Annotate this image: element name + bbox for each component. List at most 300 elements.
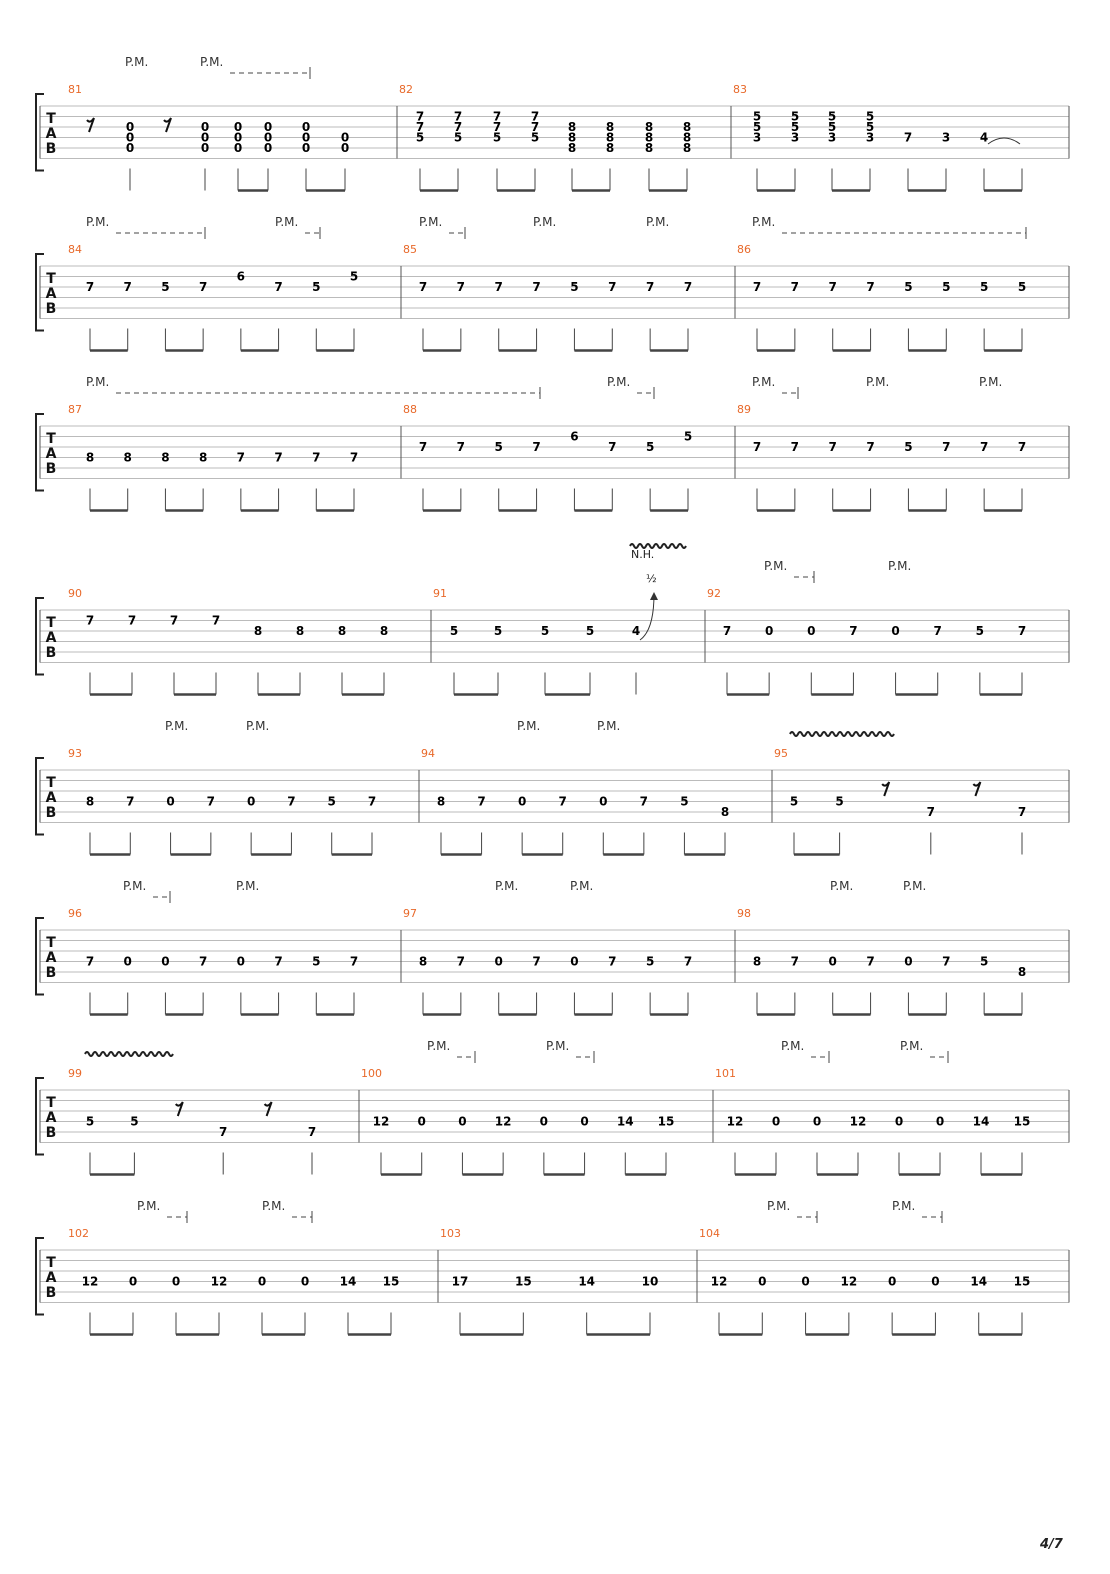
fret-number: 7 xyxy=(453,120,463,134)
fret-number: 5 xyxy=(312,954,321,969)
fret-number: 7 xyxy=(849,624,858,638)
palm-mute-label: P.M. xyxy=(123,879,147,893)
fret-number: 0 xyxy=(771,1114,781,1129)
fret-number: 8 xyxy=(605,120,615,134)
tab-clef-letter: T xyxy=(46,271,56,287)
fret-number: 0 xyxy=(200,141,210,155)
eighth-rest xyxy=(176,1102,183,1116)
fret-number: 5 xyxy=(645,440,655,454)
palm-mute-label: P.M. xyxy=(903,879,927,893)
fret-number: 7 xyxy=(126,794,135,809)
fret-number: 7 xyxy=(127,613,137,628)
vibrato-mark xyxy=(85,1052,173,1056)
fret-number: 0 xyxy=(125,120,135,134)
fret-number: 0 xyxy=(301,130,311,145)
fret-number: 0 xyxy=(246,794,256,809)
fret-number: 0 xyxy=(233,130,243,145)
measure-number-102: 102 xyxy=(68,1227,89,1240)
tab-clef-letter: T xyxy=(46,431,56,447)
fret-number: 0 xyxy=(340,141,350,155)
palm-mute-label: P.M. xyxy=(165,719,189,733)
measure-number-83: 83 xyxy=(733,83,747,96)
fret-number: 8 xyxy=(644,120,654,134)
palm-mute-label: P.M. xyxy=(236,879,260,893)
eighth-rest xyxy=(973,782,980,796)
fret-number: 0 xyxy=(764,624,774,638)
measure-number-98: 98 xyxy=(737,907,751,920)
fret-number: 8 xyxy=(379,624,389,638)
fret-number: 5 xyxy=(904,440,913,454)
fret-number: 7 xyxy=(349,450,359,465)
fret-number: 5 xyxy=(789,794,799,809)
fret-number: 7 xyxy=(722,624,732,638)
fret-number: 12 xyxy=(81,1274,99,1289)
fret-number: 0 xyxy=(340,130,350,145)
fret-number: 10 xyxy=(641,1274,659,1289)
fret-number: 3 xyxy=(941,130,951,145)
fret-number: 7 xyxy=(558,794,567,809)
fret-number: 5 xyxy=(585,624,595,638)
fret-number: 14 xyxy=(616,1114,634,1129)
measure-number-97: 97 xyxy=(403,907,417,920)
fret-number: 4 xyxy=(979,130,989,145)
fret-number: 0 xyxy=(161,954,170,969)
fret-number: 7 xyxy=(307,1125,317,1139)
palm-mute-label: P.M. xyxy=(533,215,557,229)
fret-number: 7 xyxy=(274,450,283,465)
fret-number: 5 xyxy=(904,280,913,294)
fret-number: 7 xyxy=(456,280,466,294)
fret-number: 8 xyxy=(85,450,95,465)
fret-number: 7 xyxy=(418,440,428,454)
tab-clef-letter: A xyxy=(45,286,57,302)
fret-number: 5 xyxy=(865,120,875,134)
fret-number: 15 xyxy=(657,1114,675,1129)
measure-number-100: 100 xyxy=(361,1067,382,1080)
tab-clef-letter: A xyxy=(45,790,57,806)
fret-number: 3 xyxy=(827,130,837,145)
measure-number-104: 104 xyxy=(699,1227,720,1240)
fret-number: 8 xyxy=(682,120,692,134)
fret-number: 7 xyxy=(683,280,693,294)
fret-number: 7 xyxy=(415,109,425,124)
tab-system-6 xyxy=(36,907,1069,1015)
tab-clef-letter: A xyxy=(45,126,57,142)
tab-system-7 xyxy=(36,1067,1069,1175)
fret-number: 7 xyxy=(418,280,428,294)
fret-number: 12 xyxy=(840,1274,858,1289)
fret-number: 7 xyxy=(828,440,837,454)
fret-number: 8 xyxy=(644,141,654,155)
fret-number: 0 xyxy=(233,141,243,155)
fret-number: 0 xyxy=(171,1274,181,1289)
palm-mute-label: P.M. xyxy=(427,1039,451,1053)
fret-number: 12 xyxy=(710,1274,728,1289)
fret-number: 7 xyxy=(274,280,283,294)
fret-number: 0 xyxy=(894,1114,904,1129)
measure-number-86: 86 xyxy=(737,243,751,256)
fret-number: 7 xyxy=(219,1125,228,1139)
fret-number: 7 xyxy=(942,954,951,969)
fret-number: 17 xyxy=(451,1274,469,1289)
fret-number: 8 xyxy=(436,794,446,809)
fret-number: 7 xyxy=(645,280,655,294)
fret-number: 5 xyxy=(1017,280,1027,294)
fret-number: 5 xyxy=(453,130,463,145)
fret-number: 5 xyxy=(540,624,550,638)
fret-number: 7 xyxy=(85,280,95,294)
fret-number: 7 xyxy=(415,120,425,134)
fret-number: 5 xyxy=(312,280,321,294)
palm-mute-label: P.M. xyxy=(495,879,519,893)
tab-clef-letter: B xyxy=(45,965,57,981)
fret-number: 3 xyxy=(790,130,800,145)
fret-number: 14 xyxy=(972,1114,990,1129)
tab-clef-letter: A xyxy=(45,630,57,646)
fret-number: 5 xyxy=(827,120,837,134)
palm-mute-label: P.M. xyxy=(752,215,776,229)
tab-system-8 xyxy=(36,1227,1069,1335)
fret-number: 5 xyxy=(530,130,540,145)
fret-number: 7 xyxy=(683,954,693,969)
measure-number-91: 91 xyxy=(433,587,447,600)
tab-system-2 xyxy=(36,243,1069,351)
fret-number: 15 xyxy=(1013,1114,1031,1129)
fret-number: 5 xyxy=(979,280,989,294)
tab-clef-letter: B xyxy=(45,645,57,661)
fret-number: 5 xyxy=(790,120,800,134)
fret-number: 0 xyxy=(166,794,175,809)
fret-number: 0 xyxy=(887,1274,897,1289)
fret-number: 7 xyxy=(349,954,359,969)
palm-mute-label: P.M. xyxy=(767,1199,791,1213)
tab-clef-letter: T xyxy=(46,111,56,127)
fret-number: 7 xyxy=(942,440,951,454)
fret-number: 5 xyxy=(790,109,800,124)
palm-mute-label: P.M. xyxy=(830,879,854,893)
measure-number-87: 87 xyxy=(68,403,82,416)
fret-number: 0 xyxy=(263,141,273,155)
palm-mute-label: P.M. xyxy=(262,1199,286,1213)
fret-number: 8 xyxy=(605,141,615,155)
fret-number: 8 xyxy=(123,450,132,465)
tab-clef-letter: T xyxy=(46,1255,56,1271)
fret-number: 7 xyxy=(367,794,377,809)
fret-number: 0 xyxy=(812,1114,822,1129)
tab-clef-letter: B xyxy=(45,1285,57,1301)
fret-number: 7 xyxy=(866,280,875,294)
fret-number: 0 xyxy=(263,120,273,134)
tab-clef-letter: B xyxy=(45,461,57,477)
tab-clef-letter: T xyxy=(46,1095,56,1111)
fret-number: 7 xyxy=(211,613,221,628)
fret-number: 7 xyxy=(639,794,649,809)
fret-number: 0 xyxy=(125,141,135,155)
fret-number: 7 xyxy=(274,954,283,969)
tab-system-4 xyxy=(36,587,1069,695)
measure-number-88: 88 xyxy=(403,403,417,416)
fret-number: 0 xyxy=(931,1274,940,1289)
fret-number: 7 xyxy=(752,280,762,294)
measure-number-99: 99 xyxy=(68,1067,82,1080)
fret-number: 7 xyxy=(198,954,208,969)
fret-number: 5 xyxy=(645,954,655,969)
fret-number: 0 xyxy=(123,954,132,969)
palm-mute-label: P.M. xyxy=(200,55,224,69)
fret-number: 0 xyxy=(263,130,273,145)
fret-number: 0 xyxy=(257,1274,267,1289)
tab-clef-letter: T xyxy=(46,615,56,631)
fret-number: 5 xyxy=(493,624,503,638)
fret-number: 8 xyxy=(644,130,654,145)
fret-number: 0 xyxy=(200,130,210,145)
fret-number: 8 xyxy=(567,141,577,155)
palm-mute-label: P.M. xyxy=(570,879,594,893)
fret-number: 8 xyxy=(161,450,170,465)
fret-number: 5 xyxy=(835,794,844,809)
fret-number: 7 xyxy=(979,440,989,454)
tab-clef-letter: A xyxy=(45,1270,57,1286)
palm-mute-label: P.M. xyxy=(900,1039,924,1053)
fret-number: 4 xyxy=(631,624,641,638)
fret-number: 8 xyxy=(682,141,692,155)
fret-number: 8 xyxy=(253,624,263,638)
fret-number: 7 xyxy=(206,794,216,809)
fret-number: 8 xyxy=(605,130,615,145)
fret-number: 0 xyxy=(125,130,135,145)
fret-number: 5 xyxy=(827,109,837,124)
bend-amount: ½ xyxy=(646,572,657,585)
fret-number: 7 xyxy=(1017,624,1027,638)
fret-number: 12 xyxy=(849,1114,867,1129)
fret-number: 0 xyxy=(758,1274,767,1289)
fret-number: 14 xyxy=(339,1274,357,1289)
palm-mute-label: P.M. xyxy=(419,215,443,229)
eighth-rest xyxy=(882,782,889,796)
fret-number: 7 xyxy=(828,280,837,294)
fret-number: 3 xyxy=(752,130,762,145)
palm-mute-label: P.M. xyxy=(86,215,110,229)
fret-number: 15 xyxy=(514,1274,532,1289)
bend-arrow xyxy=(640,594,654,640)
fret-number: 7 xyxy=(456,954,466,969)
fret-number: 7 xyxy=(530,109,540,124)
tab-clef-letter: B xyxy=(45,301,57,317)
tab-clef-letter: A xyxy=(45,446,57,462)
fret-number: 8 xyxy=(567,130,577,145)
palm-mute-label: P.M. xyxy=(597,719,621,733)
fret-number: 7 xyxy=(492,109,502,124)
fret-number: 5 xyxy=(85,1114,95,1129)
fret-number: 8 xyxy=(198,450,208,465)
tab-clef-letter: A xyxy=(45,1110,57,1126)
fret-number: 5 xyxy=(752,109,762,124)
fret-number: 8 xyxy=(418,954,428,969)
fret-number: 0 xyxy=(417,1114,426,1129)
page-number: 4/7 xyxy=(1040,1537,1063,1552)
palm-mute-label: P.M. xyxy=(892,1199,916,1213)
fret-number: 0 xyxy=(517,794,527,809)
fret-number: 7 xyxy=(453,109,463,124)
fret-number: 0 xyxy=(233,120,243,134)
tie-arc xyxy=(988,138,1020,144)
fret-number: 7 xyxy=(926,805,935,819)
measure-number-89: 89 xyxy=(737,403,751,416)
fret-number: 5 xyxy=(683,429,693,444)
fret-number: 5 xyxy=(349,269,359,284)
palm-mute-label: P.M. xyxy=(517,719,541,733)
fret-number: 5 xyxy=(975,624,985,638)
fret-number: 0 xyxy=(301,141,311,155)
fret-number: 7 xyxy=(1017,440,1027,454)
fret-number: 7 xyxy=(494,280,503,294)
fret-number: 5 xyxy=(680,794,689,809)
measure-number-85: 85 xyxy=(403,243,417,256)
fret-number: 12 xyxy=(494,1114,512,1129)
fret-number: 7 xyxy=(866,954,875,969)
vibrato-mark xyxy=(790,732,894,736)
fret-number: 8 xyxy=(682,130,692,145)
palm-mute-label: P.M. xyxy=(607,375,631,389)
fret-number: 7 xyxy=(532,440,541,454)
palm-mute-label: P.M. xyxy=(764,559,788,573)
tab-clef-letter: T xyxy=(46,775,56,791)
fret-number: 5 xyxy=(130,1114,139,1129)
fret-number: 12 xyxy=(210,1274,228,1289)
eighth-rest xyxy=(164,118,171,132)
fret-number: 0 xyxy=(236,954,246,969)
fret-number: 8 xyxy=(337,624,347,638)
fret-number: 6 xyxy=(236,269,246,284)
fret-number: 5 xyxy=(327,794,336,809)
palm-mute-label: P.M. xyxy=(546,1039,570,1053)
fret-number: 5 xyxy=(942,280,951,294)
fret-number: 0 xyxy=(458,1114,467,1129)
measure-number-93: 93 xyxy=(68,747,82,760)
fret-number: 7 xyxy=(532,280,541,294)
fret-number: 0 xyxy=(580,1114,589,1129)
fret-number: 7 xyxy=(790,440,800,454)
fret-number: 7 xyxy=(123,280,132,294)
palm-mute-label: P.M. xyxy=(137,1199,161,1213)
measure-number-101: 101 xyxy=(715,1067,736,1080)
fret-number: 8 xyxy=(567,120,577,134)
fret-number: 6 xyxy=(570,429,579,444)
fret-number: 5 xyxy=(570,280,579,294)
fret-number: 5 xyxy=(865,109,875,124)
fret-number: 0 xyxy=(494,954,503,969)
fret-number: 5 xyxy=(161,280,170,294)
fret-number: 5 xyxy=(979,954,989,969)
fret-number: 15 xyxy=(382,1274,400,1289)
fret-number: 7 xyxy=(198,280,208,294)
fret-number: 15 xyxy=(1013,1274,1031,1289)
fret-number: 0 xyxy=(300,1274,310,1289)
fret-number: 14 xyxy=(578,1274,596,1289)
fret-number: 8 xyxy=(720,805,730,819)
tab-system-1 xyxy=(36,83,1069,191)
fret-number: 5 xyxy=(494,440,503,454)
fret-number: 8 xyxy=(85,794,95,809)
tab-clef-letter: A xyxy=(45,950,57,966)
fret-number: 0 xyxy=(891,624,900,638)
fret-number: 7 xyxy=(790,280,800,294)
bend-arrow-head xyxy=(650,592,658,600)
palm-mute-label: P.M. xyxy=(888,559,912,573)
tab-clef-letter: B xyxy=(45,141,57,157)
fret-number: 7 xyxy=(169,613,179,628)
palm-mute-label: P.M. xyxy=(979,375,1003,389)
measure-number-92: 92 xyxy=(707,587,721,600)
fret-number: 0 xyxy=(200,120,210,134)
fret-number: 8 xyxy=(752,954,762,969)
fret-number: 7 xyxy=(477,794,486,809)
fret-number: 5 xyxy=(492,130,502,145)
palm-mute-label: P.M. xyxy=(752,375,776,389)
fret-number: 7 xyxy=(85,954,95,969)
fret-number: 7 xyxy=(933,624,942,638)
fret-number: 7 xyxy=(866,440,875,454)
fret-number: 0 xyxy=(807,624,816,638)
tab-clef-letter: B xyxy=(45,1125,57,1141)
measure-number-94: 94 xyxy=(421,747,435,760)
fret-number: 0 xyxy=(599,794,608,809)
measure-number-81: 81 xyxy=(68,83,82,96)
fret-number: 7 xyxy=(312,450,321,465)
fret-number: 0 xyxy=(570,954,579,969)
measure-number-84: 84 xyxy=(68,243,82,256)
tab-system-5 xyxy=(36,747,1069,855)
fret-number: 5 xyxy=(449,624,459,638)
fret-number: 7 xyxy=(903,130,913,145)
fret-number: 0 xyxy=(904,954,913,969)
fret-number: 7 xyxy=(85,613,95,628)
palm-mute-label: P.M. xyxy=(646,215,670,229)
palm-mute-label: P.M. xyxy=(275,215,299,229)
palm-mute-label: P.M. xyxy=(246,719,270,733)
tab-clef-letter: B xyxy=(45,805,57,821)
fret-number: 7 xyxy=(608,954,617,969)
fret-number: 7 xyxy=(456,440,466,454)
fret-number: 0 xyxy=(828,954,837,969)
fret-number: 7 xyxy=(287,794,296,809)
eighth-rest xyxy=(87,118,94,132)
fret-number: 5 xyxy=(752,120,762,134)
tab-system-3 xyxy=(36,403,1069,511)
fret-number: 12 xyxy=(726,1114,744,1129)
fret-number: 12 xyxy=(372,1114,390,1129)
fret-number: 0 xyxy=(935,1114,945,1129)
fret-number: 7 xyxy=(492,120,502,134)
measure-number-103: 103 xyxy=(440,1227,461,1240)
fret-number: 7 xyxy=(790,954,800,969)
fret-number: 0 xyxy=(128,1274,138,1289)
fret-number: 8 xyxy=(295,624,305,638)
fret-number: 8 xyxy=(1017,965,1027,979)
tab-clef-letter: T xyxy=(46,935,56,951)
fret-number: 5 xyxy=(415,130,425,145)
measure-number-90: 90 xyxy=(68,587,82,600)
eighth-rest xyxy=(265,1102,272,1116)
measure-number-82: 82 xyxy=(399,83,413,96)
fret-number: 3 xyxy=(865,130,875,145)
fret-number: 7 xyxy=(532,954,541,969)
fret-number: 14 xyxy=(970,1274,988,1289)
fret-number: 0 xyxy=(301,120,311,134)
palm-mute-label: P.M. xyxy=(86,375,110,389)
palm-mute-label: P.M. xyxy=(125,55,149,69)
fret-number: 0 xyxy=(801,1274,810,1289)
